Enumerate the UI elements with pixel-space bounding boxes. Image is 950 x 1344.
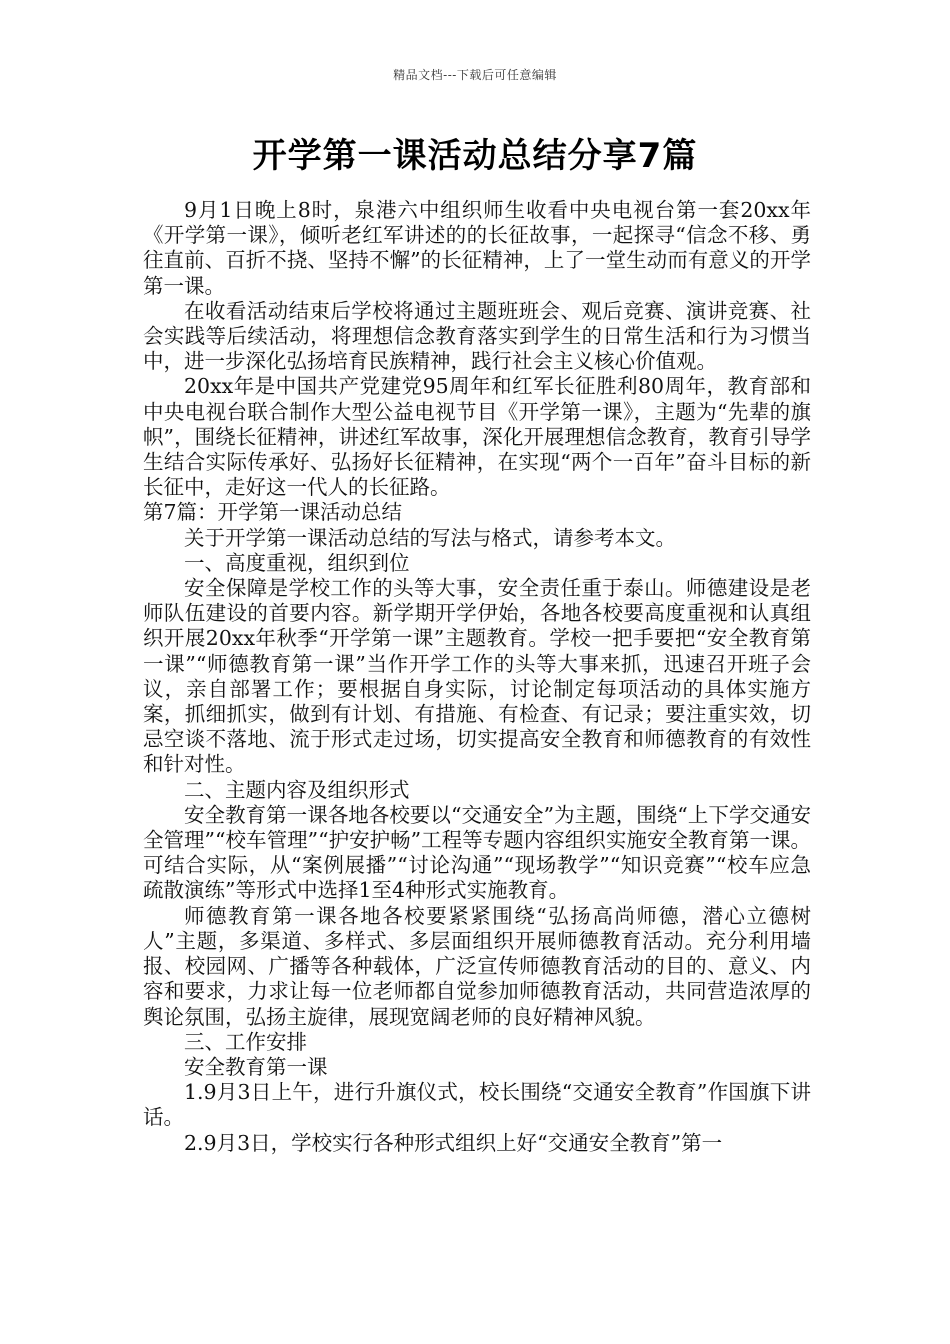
section-heading: 一、高度重视，组织到位 [184,550,410,575]
paragraph: 在收看活动结束后学校将通过主题班班会、观后竞赛、演讲竞赛、社会实践等后续活动，将理想信念教育落实到学生的日常生活和行为习惯当中，进一步深化弘扬培育民族精神，践行社会主义核心价值观。 [143,298,811,374]
subsection-heading: 安全教育第一课 [184,1054,328,1079]
section-heading: 第7篇：开学第一课活动总结 [143,500,403,525]
document-body [143,198,811,1156]
header-note: 精品文档---下载后可任意编辑 [393,68,557,82]
paragraph: 安全保障是学校工作的头等大事，安全责任重于泰山。师德建设是老师队伍建设的首要内容。新学期开学伊始，各地各校要高度重视和认真组织开展20xx年秋季“开学第一课”主题教育。学校一把手要把“安全教育第一课”“师德教育第一课”当作开学工作的头等大事来抓，迅速召开班子会议，亲自部署工作；要根据自身实际，讨论制定每项活动的具体实施方案，抓细抓实，做到有计划、有措施、有检查、有记录；要注重实效，切忌空谈不落地、流于形式走过场，切实提高安全教育和师德教育的有效性和针对性。 [143,576,811,777]
section-heading: 二、主题内容及组织形式 [184,777,410,802]
list-item: 1.9月3日上午，进行升旗仪式，校长围绕“交通安全教育”作国旗下讲话。 [143,1080,811,1130]
paragraph: 关于开学第一课活动总结的写法与格式，请参考本文。 [184,525,676,550]
paragraph: 安全教育第一课各地各校要以“交通安全”为主题，围绕“上下学交通安全管理”“校车管理”“护安护畅”工程等专题内容组织实施安全教育第一课。可结合实际，从“案例展播”“讨论沟通”“现场教学”“知识竞赛”“校车应急疏散演练”等形式中选择1至4种形式实施教育。 [143,802,811,903]
paragraph: 师德教育第一课各地各校要紧紧围绕“弘扬高尚师德，潜心立德树人”主题，多渠道、多样式、多层面组织开展师德教育活动。充分利用墙报、校园网、广播等各种载体，广泛宣传师德教育活动的目的、意义、内容和要求，力求让每一位老师都自觉参加师德教育活动，共同营造浓厚的舆论氛围，弘扬主旋律，展现宽阔老师的良好精神风貌。 [143,903,811,1029]
document-title: 开学第一课活动总结分享7篇 [252,136,698,176]
list-item: 2.9月3日，学校实行各种形式组织上好“交通安全教育”第一 [184,1130,723,1155]
section-heading: 三、工作安排 [184,1029,307,1054]
paragraph: 9月1日晚上8时，泉港六中组织师生收看中央电视台第一套20xx年《开学第一课》，倾听老红军讲述的的长征故事，一起探寻“信念不移、勇往直前、百折不挠、坚持不懈”的长征精神，上了一堂生动而有意义的开学第一课。 [143,198,811,298]
paragraph: 20xx年是中国共产党建党95周年和红军长征胜利80周年，教育部和中央电视台联合制作大型公益电视节目《开学第一课》，主题为“先辈的旗帜”，围绕长征精神，讲述红军故事，深化开展理想信念教育，教育引导学生结合实际传承好、弘扬好长征精神，在实现“两个一百年”奋斗目标的新长征中，走好这一代人的长征路。 [143,374,811,500]
